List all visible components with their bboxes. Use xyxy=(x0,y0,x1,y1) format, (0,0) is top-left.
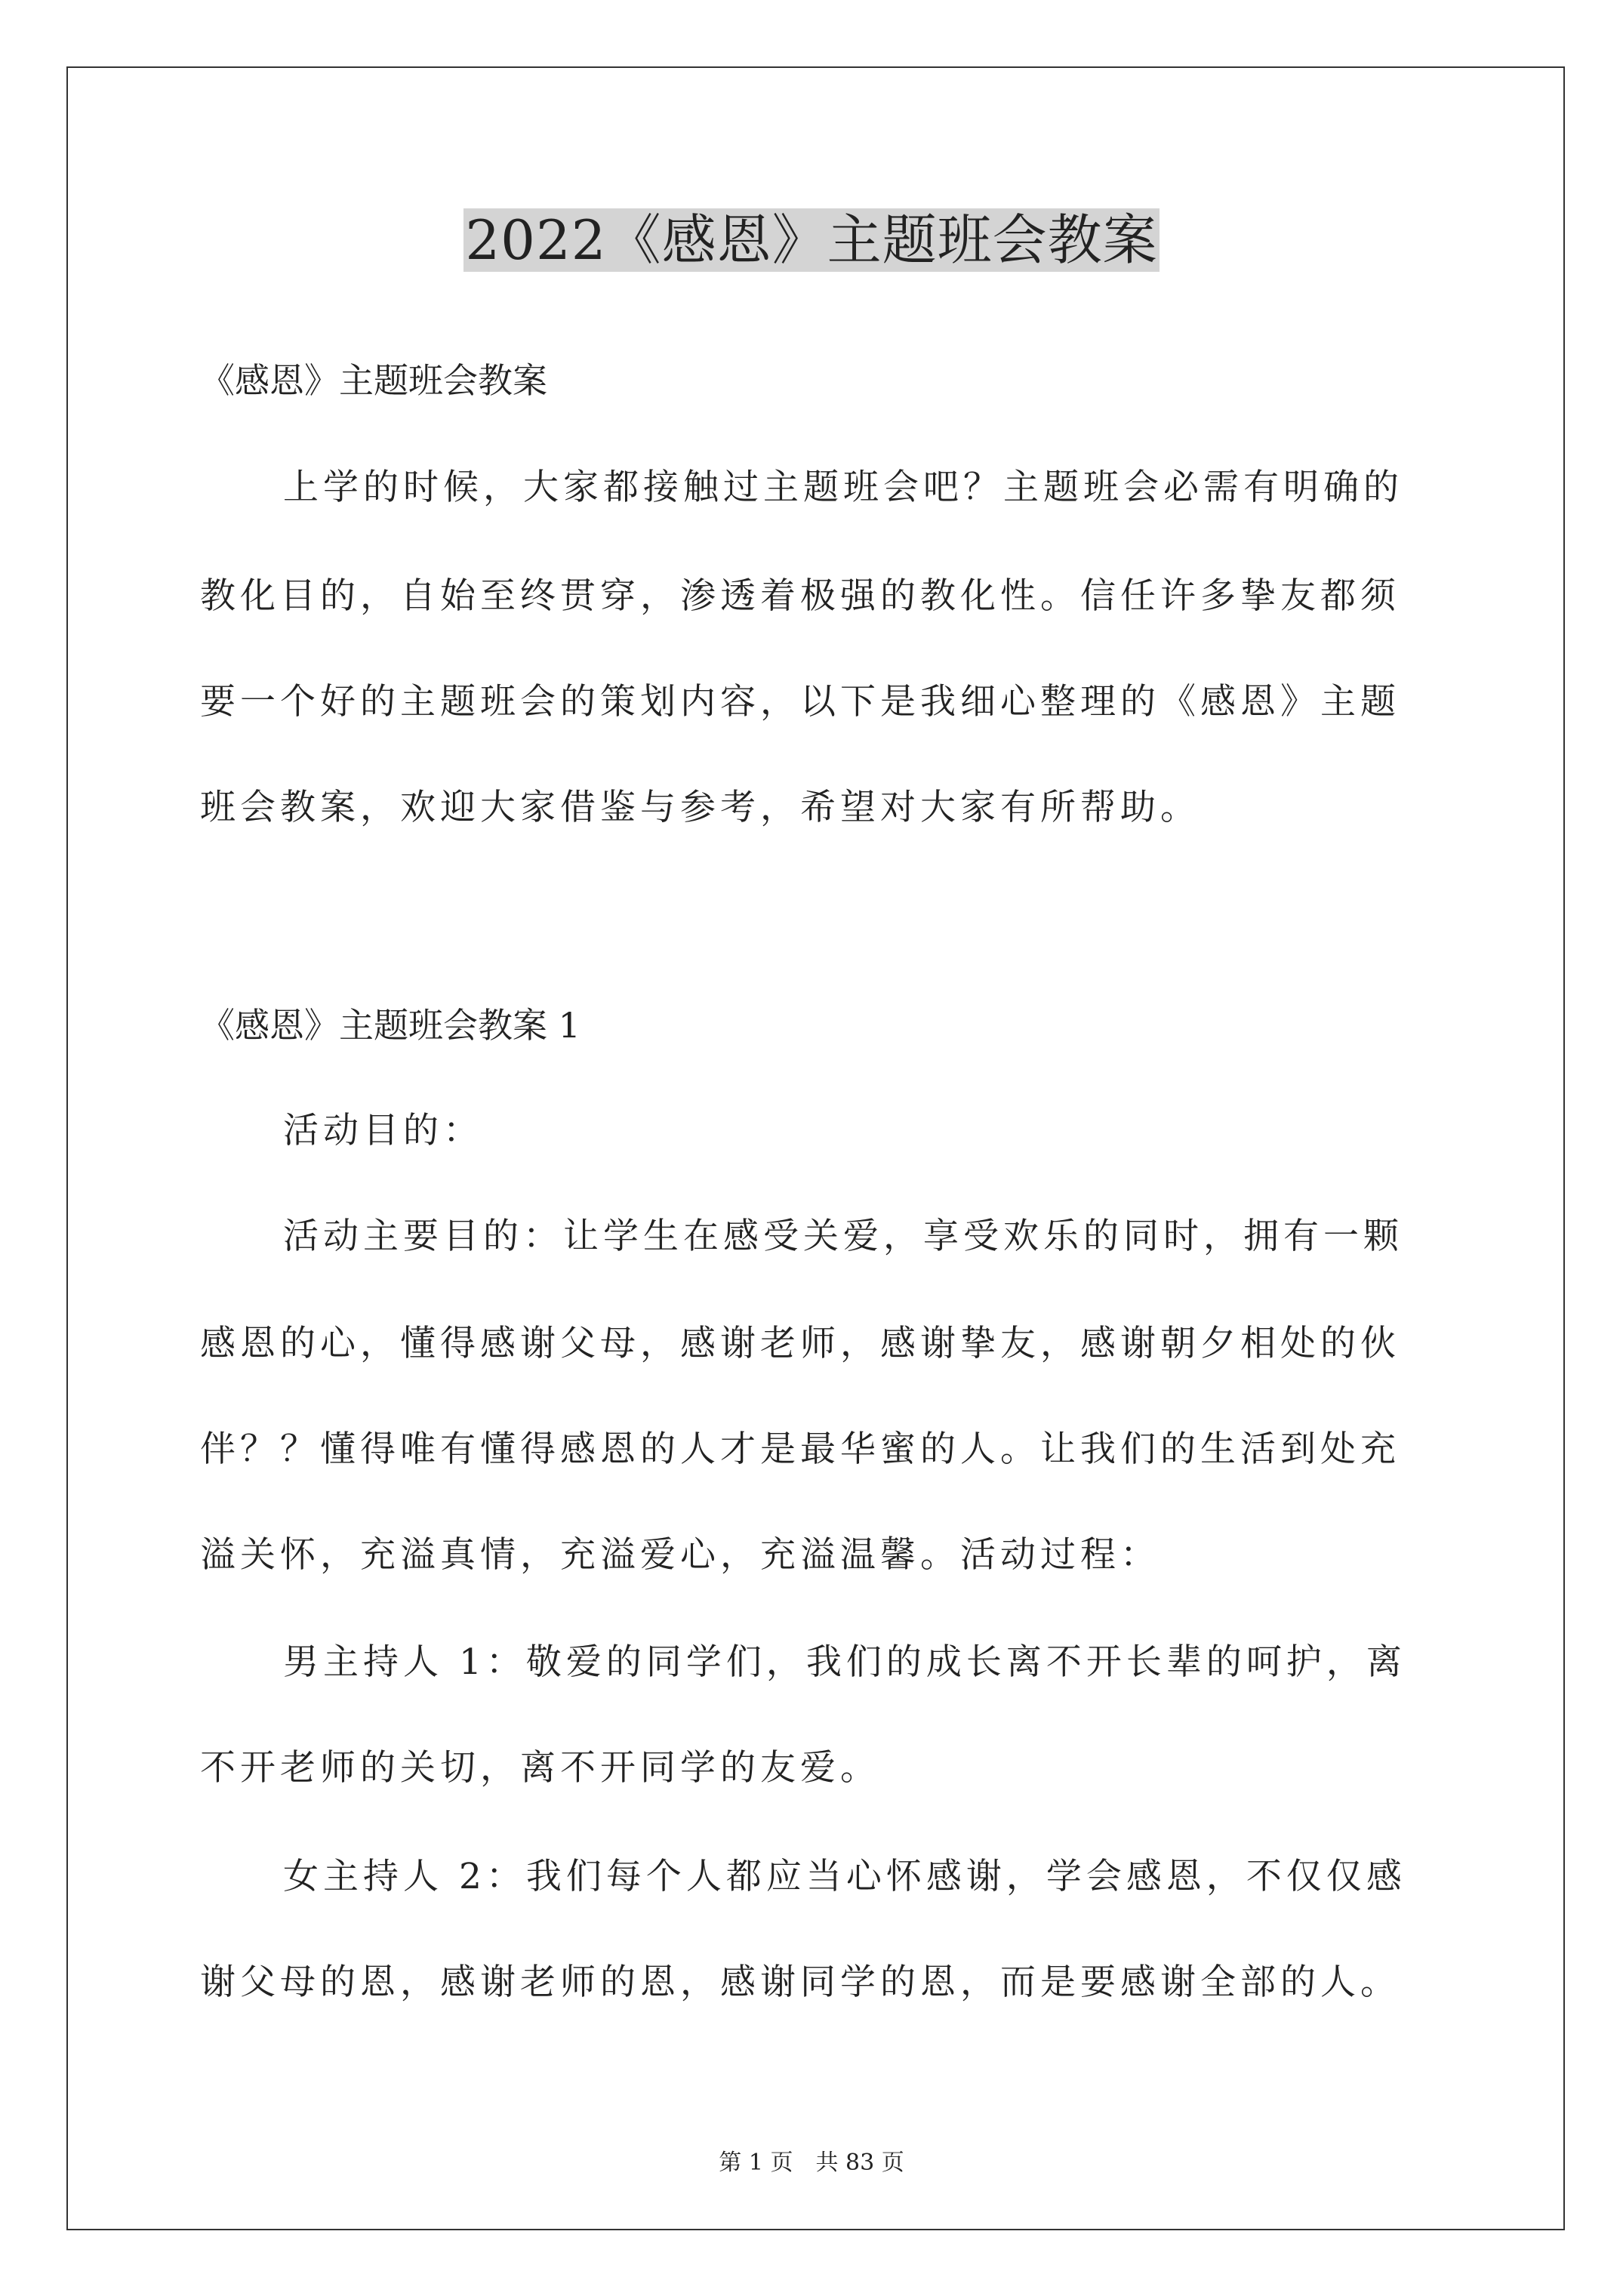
purpose-line-4: 溢关怀，充溢真情，充溢爱心，充溢温馨。活动过程： xyxy=(200,1534,1160,1576)
intro-line-3: 要一个好的主题班会的策划内容，以下是我细心整理的《感恩》主题 xyxy=(200,681,1400,723)
intro-line-2: 教化目的，自始至终贯穿，渗透着极强的教化性。信任许多挚友都须 xyxy=(200,575,1400,617)
intro-line-1: 上学的时候，大家都接触过主题班会吧？主题班会必需有明确的 xyxy=(283,467,1403,508)
host1-line-1: 男主持人 1：敬爱的同学们，我们的成长离不开长辈的呵护，离 xyxy=(283,1641,1406,1683)
subtitle: 《感恩》主题班会教案 xyxy=(200,360,547,401)
title-text: 2022《感恩》主题班会教案 xyxy=(465,208,1158,272)
activity-purpose-label: 活动目的： xyxy=(283,1110,483,1151)
document-title xyxy=(0,202,1623,278)
page-footer xyxy=(0,2148,1623,2178)
page-number: 第 1 页 xyxy=(719,2150,793,2176)
purpose-line-2: 感恩的心，懂得感谢父母，感谢老师，感谢挚友，感谢朝夕相处的伙 xyxy=(200,1323,1400,1364)
purpose-line-1: 活动主要目的：让学生在感受关爱，享受欢乐的同时，拥有一颗 xyxy=(283,1216,1403,1257)
host2-line-1: 女主持人 2：我们每个人都应当心怀感谢，学会感恩，不仅仅感 xyxy=(283,1856,1406,1897)
section-1-heading: 《感恩》主题班会教案 1 xyxy=(200,1005,581,1046)
page-total: 共 83 页 xyxy=(815,2150,904,2176)
intro-line-4: 班会教案，欢迎大家借鉴与参考，希望对大家有所帮助。 xyxy=(200,787,1200,828)
host1-line-2: 不开老师的关切，离不开同学的友爱。 xyxy=(200,1747,880,1789)
host2-line-2: 谢父母的恩，感谢老师的恩，感谢同学的恩，而是要感谢全部的人。 xyxy=(200,1962,1400,2003)
purpose-line-3: 伴？？懂得唯有懂得感恩的人才是最华蜜的人。让我们的生活到处充 xyxy=(200,1428,1400,1470)
